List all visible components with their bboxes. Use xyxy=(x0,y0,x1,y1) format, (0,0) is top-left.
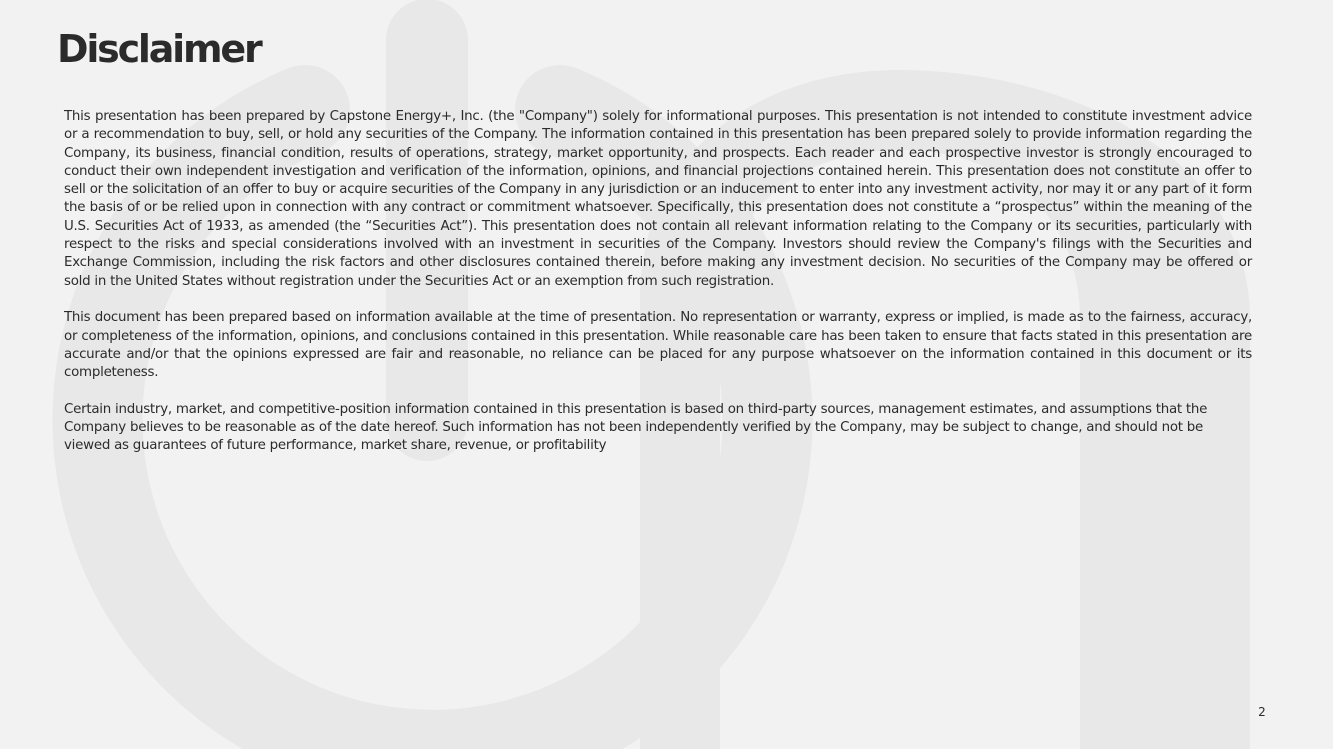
slide-title: Disclaimer xyxy=(57,27,261,71)
disclaimer-body xyxy=(64,108,1252,474)
disclaimer-paragraph-1: This presentation has been prepared by Capstone Energy+, Inc. (the "Company") solely for informational purposes. This presentation is not intended to constitute investment advice or a recommendation to buy, sell, or hold any securities of the Company. The information contained in this presentation has been prepared solely to provide information regarding the Company, its business, financial condition, results of operations, strategy, market opportunity, and prospects. Each reader and each prospective investor is strongly encouraged to conduct their own independent investigation and verification of the information, opinions, and financial projections contained herein. This presentation does not constitute an offer to sell or the solicitation of an offer to buy or acquire securities of the Company in any jurisdiction or an inducement to enter into any investment activity, nor may it or any part of it form the basis of or be relied upon in connection with any contract or commitment whatsoever. Specifically, this presentation does not constitute a “prospectus” within the meaning of the U.S. Securities Act of 1933, as amended (the “Securities Act”). This presentation does not contain all relevant information relating to the Company or its securities, particularly with respect to the risks and special considerations involved with an investment in securities of the Company. Investors should review the Company's filings with the Securities and Exchange Commission, including the risk factors and other disclosures contained therein, before making any investment decision. No securities of the Company may be offered or sold in the United States without registration under the Securities Act or an exemption from such registration. xyxy=(64,109,1252,289)
page-number: 2 xyxy=(1258,705,1266,719)
disclaimer-paragraph-3: Certain industry, market, and competitive-position information contained in this presentation is based on third-party sources, management estimates, and assumptions that the Company believes to be reasonable as of the date hereof. Such information has not been independently verified by the Company, may be subject to change, and should not be viewed as guarantees of future performance, market share, revenue, or profitability xyxy=(64,401,1208,454)
disclaimer-paragraph-2: This document has been prepared based on information available at the time of presentation. No representation or warranty, express or implied, is made as to the fairness, accuracy, or completeness of the information, opinions, and conclusions contained in this presentation. While reasonable care has been taken to ensure that facts stated in this presentation are accurate and/or that the opinions expressed are fair and reasonable, no reliance can be placed for any purpose whatsoever on the information contained in this document or its completeness. xyxy=(64,310,1252,381)
